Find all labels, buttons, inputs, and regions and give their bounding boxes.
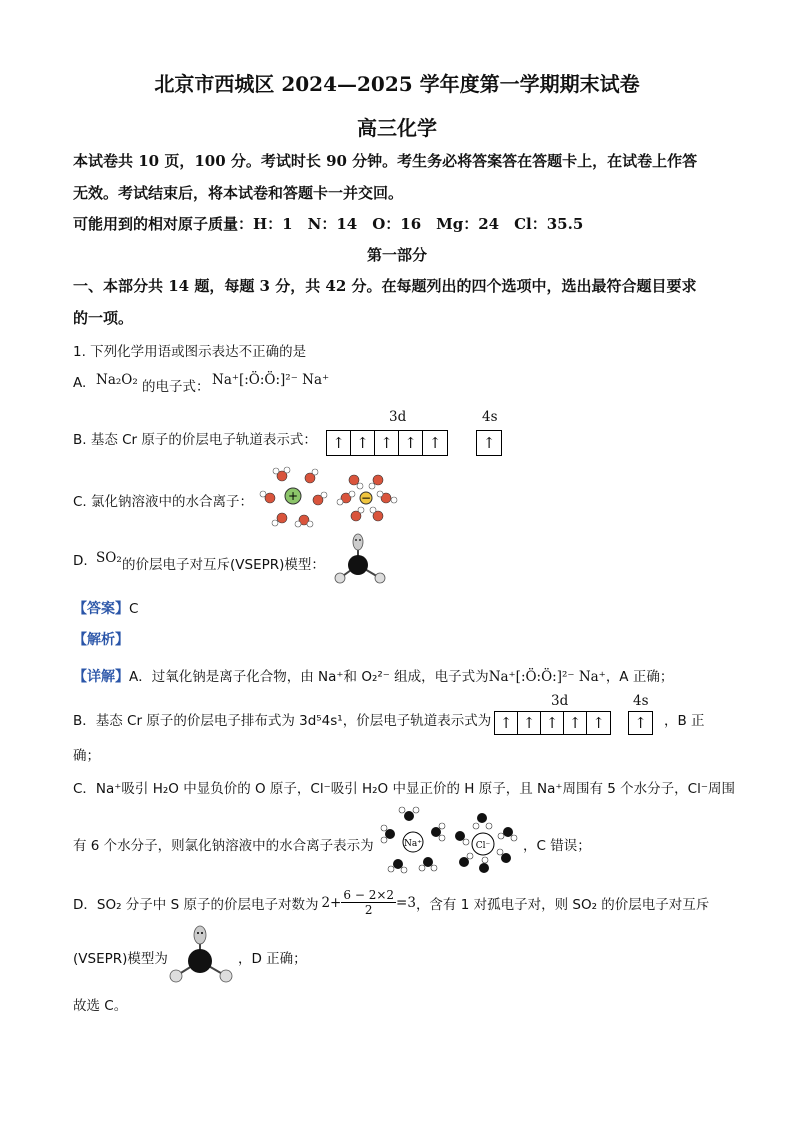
orbital-cell: ↑ bbox=[518, 712, 541, 734]
orbital-cell: ↑ bbox=[541, 712, 564, 734]
detail-label-4s: 4s bbox=[633, 693, 649, 709]
fraction bbox=[341, 888, 396, 917]
na-ion-label: Na⁺ bbox=[404, 839, 422, 849]
answer-label: 【答案】 bbox=[73, 601, 129, 617]
detail-c-line1: C．Na⁺吸引 H₂O 中显负价的 O 原子，Cl⁻吸引 H₂O 中显正价的 H 原子，且 Na⁺周围有 5 个水分子，Cl⁻周围 bbox=[73, 781, 735, 797]
orbital-cell: ↑ bbox=[327, 431, 351, 455]
detail-a-row bbox=[73, 665, 673, 686]
detail-orbital-3d-box bbox=[494, 711, 611, 735]
hydrated-ions-detail-diagram bbox=[380, 806, 522, 874]
instructions-line1: 本试卷共 10 页，100 分。考试时长 90 分钟。考生务必将答案答在答题卡上，在试卷上作答 bbox=[73, 152, 698, 170]
part-intro-line2: 的一项。 bbox=[73, 309, 134, 327]
option-a-label: A. bbox=[73, 375, 87, 391]
orbital-3d-box bbox=[326, 430, 448, 456]
label-4s: 4s bbox=[482, 409, 498, 425]
part-label: 第一部分 bbox=[366, 246, 427, 264]
detail-d-expr-post: =3 bbox=[396, 894, 416, 911]
conclusion: 故选 C。 bbox=[73, 998, 128, 1014]
exam-subtitle: 高三化学 bbox=[357, 116, 437, 140]
instructions-line2: 无效。考试结束后，将本试卷和答题卡一并交回。 bbox=[73, 184, 404, 202]
option-a-electron-formula: Na⁺[:Ö:Ö:]²⁻ Na⁺ bbox=[212, 372, 330, 388]
hydrated-ions-diagram bbox=[258, 466, 402, 528]
label-3d: 3d bbox=[389, 409, 407, 425]
orbital-cell: ↑ bbox=[428, 433, 442, 452]
option-c-text: C. 氯化钠溶液中的水合离子： bbox=[73, 494, 254, 510]
detail-label: 【详解】 bbox=[73, 669, 129, 685]
detail-d-expr-pre: 2+ bbox=[321, 894, 342, 911]
option-d-label: D. bbox=[73, 553, 88, 569]
detail-d-row bbox=[73, 888, 709, 917]
orbital-cell: ↑ bbox=[564, 712, 587, 734]
part-intro-line1: 一、本部分共 14 题，每题 3 分，共 42 分。在每题列出的四个选项中，选出最符合题目要求 bbox=[73, 277, 697, 295]
orbital-cell: ↑ bbox=[495, 712, 518, 734]
fraction-numerator: 6 − 2×2 bbox=[343, 888, 395, 902]
fraction-denominator: 2 bbox=[364, 903, 373, 917]
detail-label-3d: 3d bbox=[551, 693, 569, 709]
analysis-label: 【解析】 bbox=[73, 632, 129, 648]
orbital-cell: ↑ bbox=[634, 713, 647, 732]
option-b-text: B. 基态 Cr 原子的价层电子轨道表示式： bbox=[73, 432, 317, 448]
orbital-cell: ↑ bbox=[351, 431, 375, 455]
plus-sign: + bbox=[287, 489, 299, 503]
detail-b-text: B．基态 Cr 原子的价层电子排布式为 3d⁵4s¹，价层电子轨道表示式为 bbox=[73, 713, 492, 729]
detail-d-end: ，D 正确； bbox=[238, 951, 307, 967]
answer-row bbox=[73, 598, 138, 618]
exam-title: 北京市西城区 2024—2025 学年度第一学期期末试卷 bbox=[154, 72, 640, 96]
option-d-formula: SO₂ bbox=[96, 550, 122, 566]
orbital-cell: ↑ bbox=[482, 433, 496, 452]
orbital-cell: ↑ bbox=[375, 431, 399, 455]
question-stem: 1. 下列化学用语或图示表达不正确的是 bbox=[73, 344, 307, 360]
detail-d-text2: ，含有 1 对孤电子对，则 SO₂ 的价层电子对互斥 bbox=[415, 896, 710, 913]
detail-d-text1: SO₂ 分子中 S 原子的价层电子对数为 bbox=[96, 896, 319, 913]
option-a-formula: Na₂O₂ bbox=[96, 372, 138, 388]
orbital-cell: ↑ bbox=[592, 713, 605, 732]
detail-b-cont: 确； bbox=[73, 748, 100, 764]
option-d-text: 的价层电子对互斥(VSEPR)模型： bbox=[122, 557, 325, 573]
detail-d-line2: (VSEPR)模型为 bbox=[73, 951, 168, 967]
detail-a-end: ，A 正确； bbox=[605, 669, 674, 685]
detail-orbital-4s-box bbox=[628, 711, 653, 735]
detail-a-text: A．过氧化钠是离子化合物，由 Na⁺和 O₂²⁻ 组成，电子式为 bbox=[129, 669, 489, 685]
orbital-cell: ↑ bbox=[399, 431, 423, 455]
vsepr-model-option-d bbox=[332, 532, 390, 588]
atomic-mass-line: 可能用到的相对原子质量：H：1 N：14 O：16 Mg：24 Cl：35.5 bbox=[73, 215, 584, 233]
answer-value: C bbox=[129, 601, 139, 617]
minus-sign: − bbox=[360, 491, 372, 505]
detail-b-end: ，B 正 bbox=[664, 713, 705, 729]
option-a-text: 的电子式： bbox=[142, 379, 210, 395]
orbital-4s-box bbox=[476, 430, 502, 456]
cl-ion-label: Cl⁻ bbox=[475, 841, 491, 851]
detail-c-end: ，C 错误； bbox=[523, 838, 591, 854]
detail-c-line2: 有 6 个水分子，则氯化钠溶液中的水合离子表示为 bbox=[73, 838, 374, 854]
vsepr-model-detail bbox=[166, 924, 236, 988]
detail-d-prefix: D． bbox=[73, 896, 97, 913]
detail-a-electron-formula: Na⁺[:Ö:Ö:]²⁻ Na⁺ bbox=[488, 669, 606, 685]
